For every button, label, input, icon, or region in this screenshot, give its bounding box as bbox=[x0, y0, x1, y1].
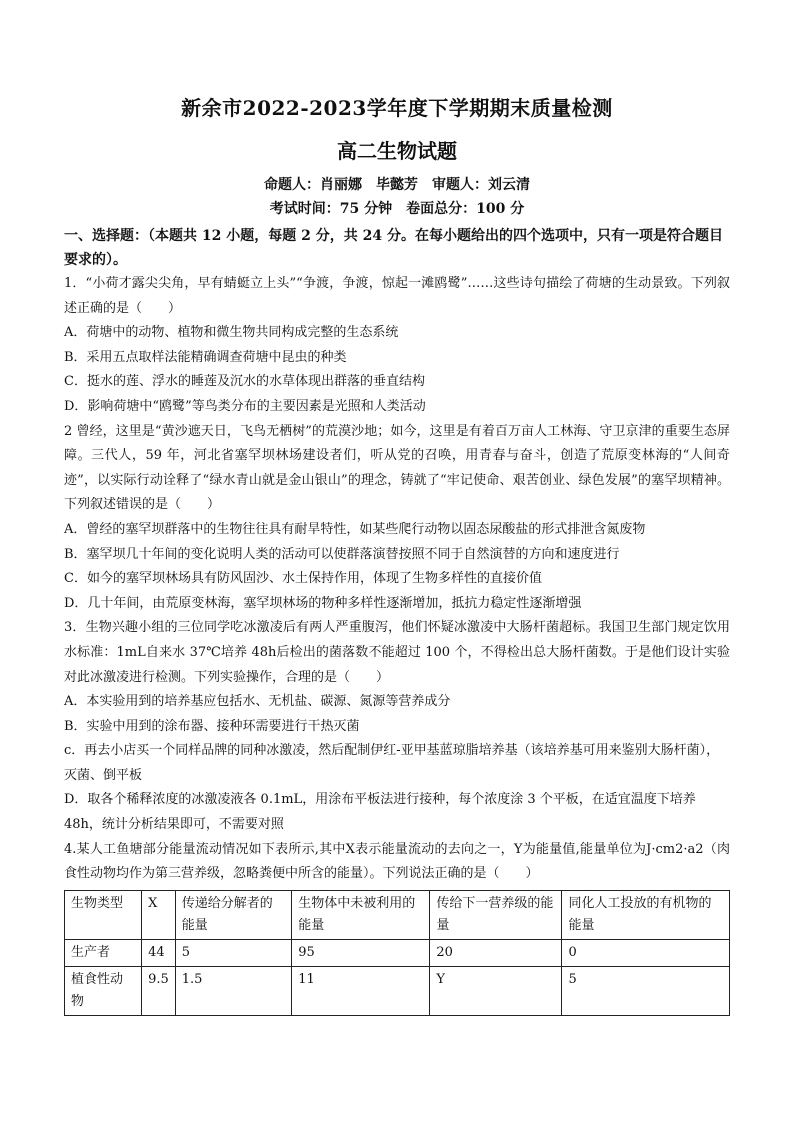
option-c: C．如今的塞罕坝林场具有防风固沙、水土保持作用，体现了生物多样性的直接价值 bbox=[64, 571, 542, 587]
question-stem: 2 曾经，这里是“黄沙遮天日，飞鸟无栖树”的荒漠沙地；如今，这里是有着百万亩人工林海、守卫京津的重要生态屏障。三代人，59 年，河北省塞罕坝林场建设者们，听从党的召唤，用青春与奋斗，创造了荒原变林海的“人间奇迹”，以实际行动诠释了“绿水青山就是金山银山”的理念，铸就了“牢记使命、艰苦创业、绿色发展”的塞罕坝精神。下列叙述错误的是（ ） bbox=[64, 423, 730, 513]
option-a: A．荷塘中的动物、植物和微生物共同构成完整的生态系统 bbox=[64, 325, 399, 341]
option-b: B．塞罕坝几十年间的变化说明人类的活动可以使群落演替按照不同于自然演替的方向和速度进行 bbox=[64, 546, 620, 562]
table-header-cell: 传递给分解者的能量 bbox=[175, 890, 292, 939]
table-cell: 9.5 bbox=[142, 966, 176, 1015]
table-header-cell: 生物体中未被利用的能量 bbox=[292, 890, 430, 939]
table-cell: 1.5 bbox=[175, 966, 292, 1015]
table-header-cell: X bbox=[142, 890, 176, 939]
table-cell: 5 bbox=[562, 966, 730, 1015]
table-row bbox=[65, 966, 730, 1015]
question-stem: 4.某人工鱼塘部分能量流动情况如下表所示,其中X表示能量流动的去向之一，Y为能量值,能量单位为J·cm2·a2（肉食性动物均作为第三营养级，忽略粪便中所含的能量）。下列说法正确的是（ ） bbox=[64, 841, 730, 882]
question-2 bbox=[64, 420, 730, 617]
option-a: A．本实验用到的培养基应包括水、无机盐、碳源、氮源等营养成分 bbox=[64, 694, 451, 710]
exam-subtitle: 高二生物试题 bbox=[337, 139, 457, 163]
option-b: B．实验中用到的涂布器、接种环需要进行干热灭菌 bbox=[64, 718, 360, 734]
table-cell: 95 bbox=[292, 939, 430, 966]
table-header-cell: 生物类型 bbox=[65, 890, 142, 939]
question-4 bbox=[64, 838, 730, 1016]
table-cell: 植食性动物 bbox=[65, 966, 142, 1015]
option-d: D．取各个稀释浓度的冰激凌液各 0.1mL，用涂布平板法进行接种，每个浓度涂 3 个平板，在适宜温度下培养 48h，统计分析结果即可，不需要对照 bbox=[64, 792, 696, 833]
table-cell: 44 bbox=[142, 939, 176, 966]
option-c: C．挺水的莲、浮水的睡莲及沉水的水草体现出群落的垂直结构 bbox=[64, 374, 425, 390]
table-row bbox=[65, 939, 730, 966]
table-cell: 0 bbox=[562, 939, 730, 966]
exam-info-line: 考试时间：75 分钟 卷面总分：100 分 bbox=[269, 201, 525, 217]
exam-title: 新余市2022-2023学年度下学期期末质量检测 bbox=[181, 96, 613, 120]
option-d: D．影响荷塘中“鸥鹭”等鸟类分布的主要因素是光照和人类活动 bbox=[64, 398, 426, 414]
table-cell: 生产者 bbox=[65, 939, 142, 966]
table-header-cell: 同化人工投放的有机物的能量 bbox=[562, 890, 730, 939]
table-cell: 5 bbox=[175, 939, 292, 966]
table-cell: 11 bbox=[292, 966, 430, 1015]
question-1 bbox=[64, 272, 730, 420]
table-cell: 20 bbox=[430, 939, 562, 966]
question-3 bbox=[64, 616, 730, 837]
authors-line: 命题人：肖丽娜 毕懿芳 审题人：刘云清 bbox=[264, 177, 530, 193]
table-header-row bbox=[65, 890, 730, 939]
table-cell: Y bbox=[430, 966, 562, 1015]
question-stem: 1．“小荷才露尖尖角，早有蜻蜓立上头”“争渡，争渡，惊起一滩鸥鹭”……这些诗句描绘了荷塘的生动景致。下列叙述正确的是（ ） bbox=[64, 276, 730, 316]
option-c: c．再去小店买一个同样品牌的同种冰激凌，然后配制伊红-亚甲基蓝琼脂培养基（该培养基可用来鉴别大肠杆菌），灭菌、倒平板 bbox=[64, 743, 720, 783]
energy-flow-table bbox=[64, 890, 730, 1016]
option-d: D．几十年间，由荒原变林海，塞罕坝林场的物种多样性逐渐增加，抵抗力稳定性逐渐增强 bbox=[64, 595, 582, 611]
table-header-cell: 传给下一营养级的能量 bbox=[430, 890, 562, 939]
section-heading: 一、选择题：（本题共 12 小题，每题 2 分，共 24 分。在每小题给出的四个选项中，只有一项是符合题目要求的）。 bbox=[64, 228, 723, 268]
option-b: B．采用五点取样法能精确调查荷塘中昆虫的种类 bbox=[64, 349, 347, 365]
option-a: A．曾经的塞罕坝群落中的生物往往具有耐旱特性，如某些爬行动物以固态尿酸盐的形式排泄含氮废物 bbox=[64, 521, 646, 537]
question-stem: 3．生物兴趣小组的三位同学吃冰激凌后有两人严重腹泻，他们怀疑冰激凌中大肠杆菌超标。我国卫生部门规定饮用水标准：1mL自来水 37℃培养 48h后检出的菌落数不能超过 100 个，不得检出总大肠杆菌数。于是他们设计实验对此冰激凌进行检测。下列实验操作，合理的是（ ） bbox=[64, 620, 730, 685]
